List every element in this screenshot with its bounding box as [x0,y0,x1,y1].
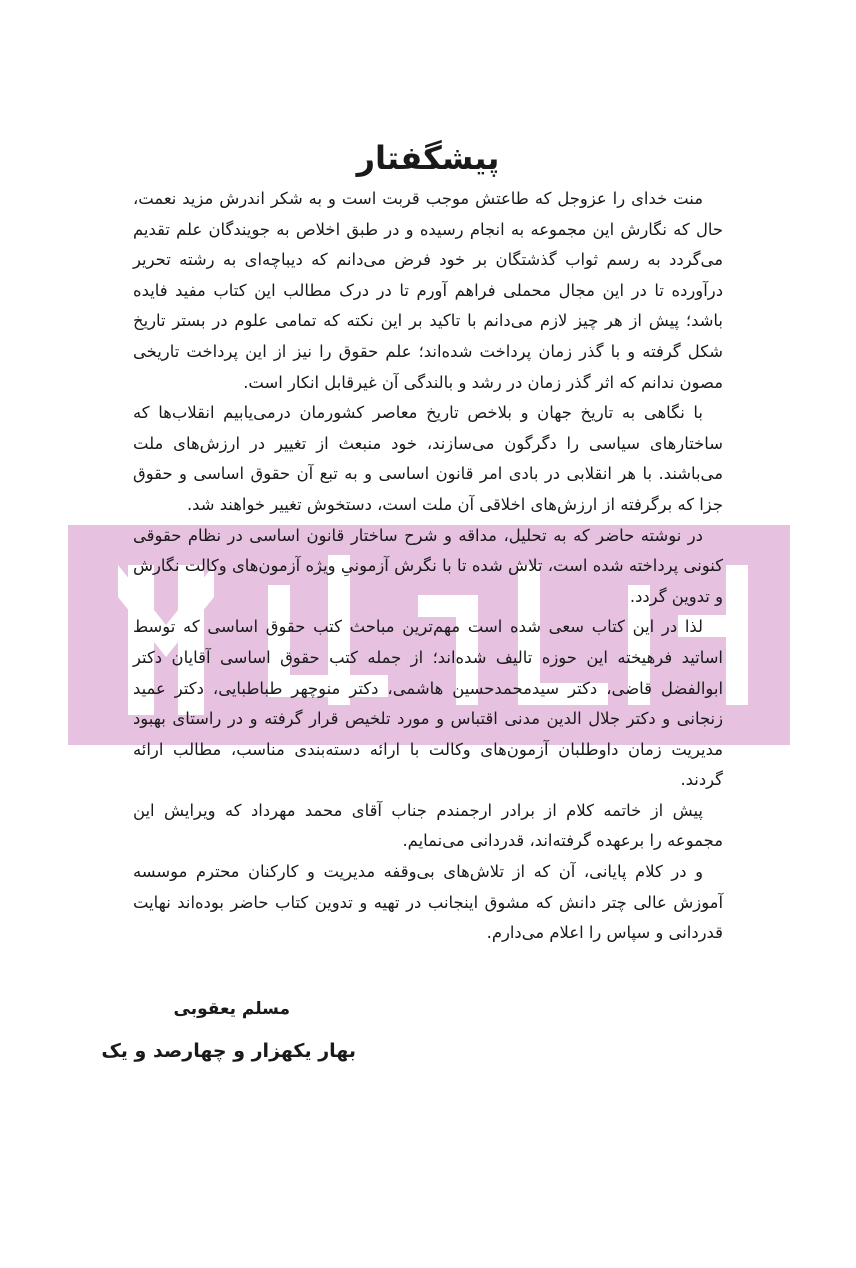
paragraph-3: در نوشته حاضر که به تحلیل، مداقه و شرح ساختار قانون اساسی در نظام حقوقی کنونی پرداخته شده است، تلاش شده تا با نگرش آزمونیِ ویژه آزمون‌های وکالت نگارش و تدوین گردد. [133,525,723,606]
paragraph-6: و در کلام پایانی، آن که از تلاش‌های بی‌وقفه مدیریت و کارکنان محترم موسسه آموزش عالی چتر دانش که مشوق اینجانب در تهیه و تدوین کتاب حاضر بوده‌اند نهایت قدردانی و سپاس را اعلام می‌دارم. [133,862,723,943]
page-title: پیشگفتار [356,139,500,178]
preface-body [133,184,723,949]
paragraph-1: منت خدای را عزوجل که طاعتش موجب قربت است و به شکر اندرش مزید نعمت، حال که نگارش این مجموعه به انجام رسیده و در طبق اخلاص به جویندگان علم تقدیم می‌گردد به رسم ثواب گذشتگان بر خود فرض می‌دانم که دیباچه‌ای به رشته تحریر درآورده تا در این مجال محملی فراهم آورم تا در درک مطالب این کتاب مفید فایده باشد؛ پیش از هر چیز لازم می‌دانم با تاکید بر این نکته که تمامی علوم در بستر تاریخ شکل گرفته و با گذر زمان پرداخت شده‌اند؛ علم حقوق را نیز از این پرداخت تاریخی مصون ندانم که اثر گذر زمان در رشد و بالندگی آن غیرقابل انکار است. [133,189,723,392]
signature-block [101,994,356,1066]
paragraph-2: با نگاهی به تاریخ جهان و بلاخص تاریخ معاصر کشورمان درمی‌یابیم انقلاب‌ها که ساختارهای سیاسی را دگرگون می‌سازند، خود منبعث از تغییر در ارزش‌های ملت می‌باشند. با هر انقلابی در بادی امر قانون اساسی و به تبع آن حقوق اساسی و حقوق جزا که برگرفته از ارزش‌های اخلاقی آن ملت است، دستخوش تغییر خواهند شد. [133,403,723,514]
paragraph-4: لذا در این کتاب سعی شده است مهم‌ترین مباحث کتب حقوق اساسی که توسط اساتید فرهیخته این حوزه تالیف شده‌اند؛ از جمله کتب حقوق اساسی آقایان دکتر ابوالفضل قاضی، دکتر سیدمحمدحسین هاشمی، دکتر منوچهر طباطبایی، دکتر عمید زنجانی و دکتر جلال الدین مدنی اقتباس و مورد تلخیص قرار گرفته و در راستای بهبود مدیریت زمان داوطلبان آزمون‌های وکالت با ارائه دسته‌بندی مناسب، مطالب ارائه گردند. [133,617,723,790]
signature-date: بهار یکهزار و چهارصد و یک [101,1040,356,1062]
paragraph-5: پیش از خاتمه کلام از برادر ارجمندم جناب آقای محمد مهرداد که ویرایش این مجموعه را برعهده گرفته‌اند، قدردانی می‌نمایم. [133,800,723,851]
author-name: مسلم یعقوبی [173,999,290,1019]
